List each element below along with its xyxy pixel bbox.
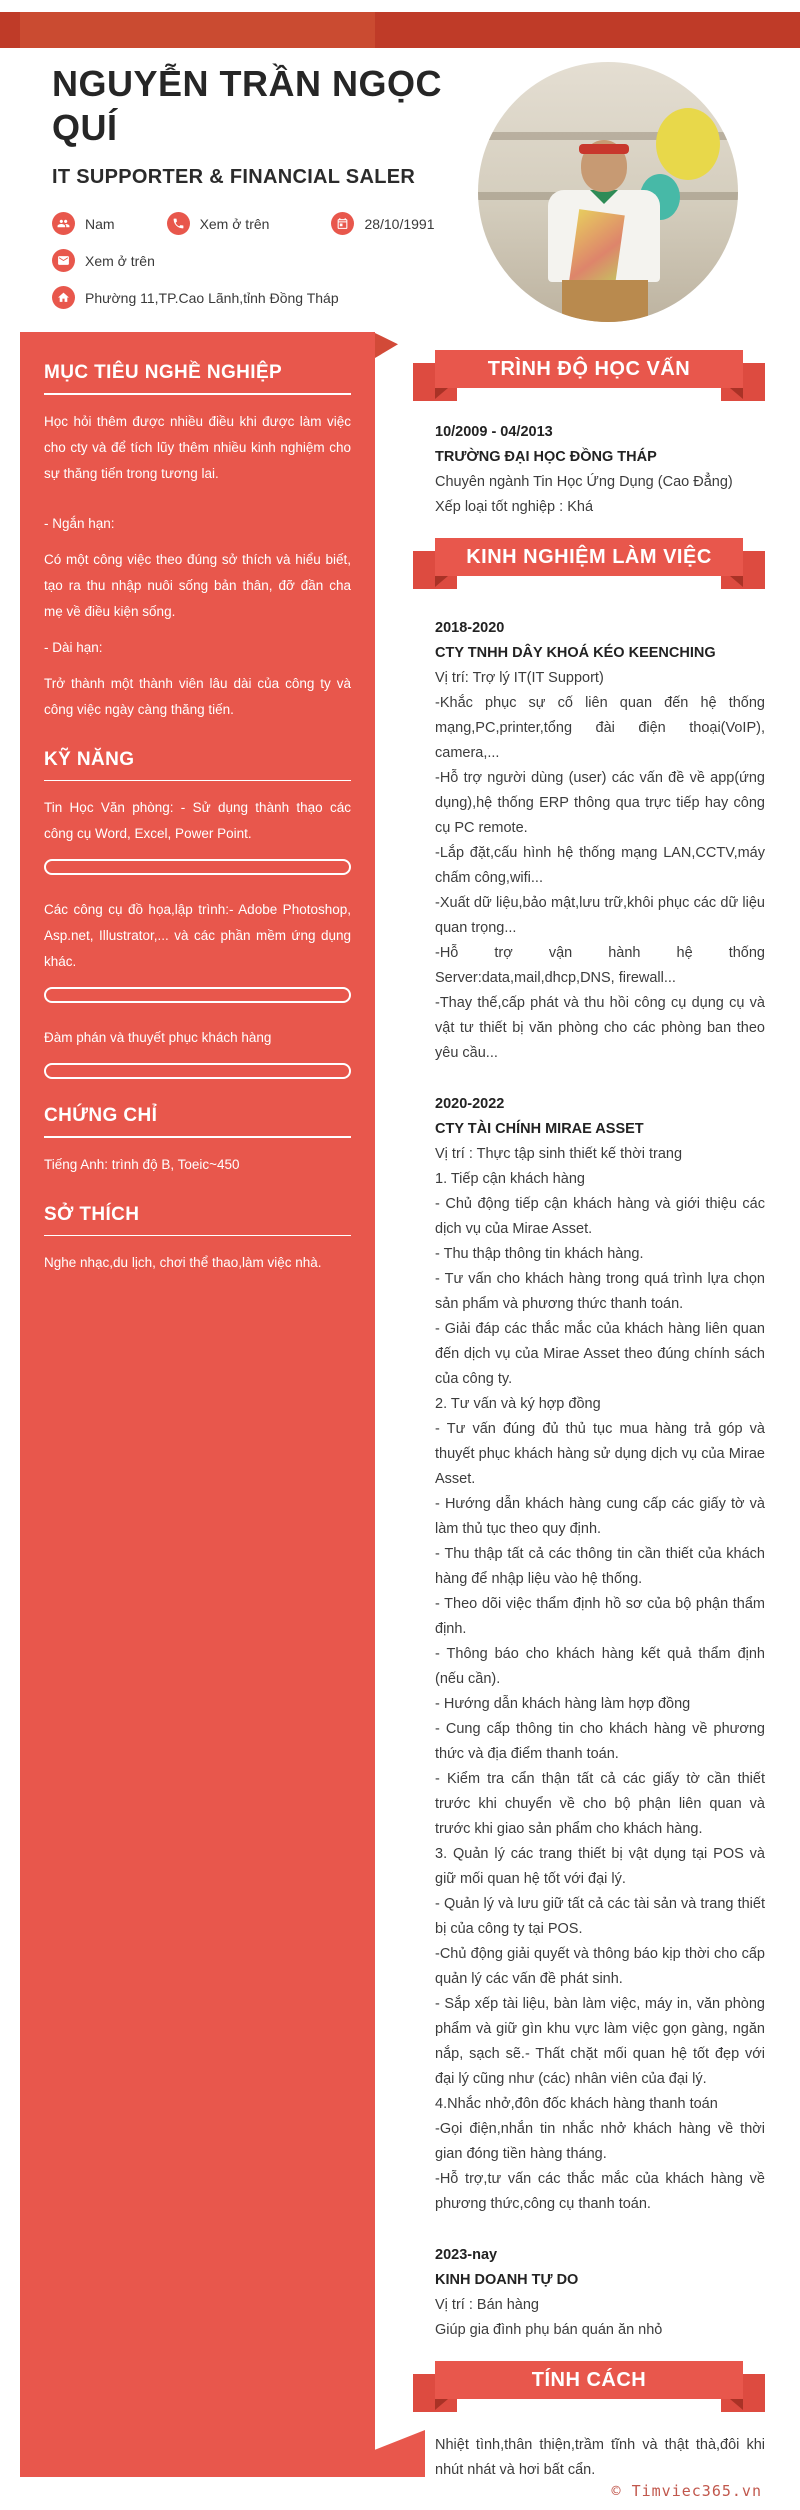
job-detail-line: - Thông báo cho khách hàng kết quả thẩm định (nếu cần). [435, 1646, 765, 1687]
job-detail-line: Vị trí : Thực tập sinh thiết kế thời trang [435, 1146, 683, 1162]
info-row-2 [52, 249, 155, 272]
profile-photo [478, 62, 738, 322]
certificates-heading: CHỨNG CHỈ [44, 1105, 158, 1126]
education-detail-line: Xếp loại tốt nghiệp : Khá [435, 499, 594, 515]
phone-icon [167, 212, 190, 235]
personality-text: Nhiệt tình,thân thiện,trầm tĩnh và thật thà,đôi khi nhút nhát và hơi bất cẩn. [435, 2437, 765, 2478]
job-detail-line: - Kiểm tra cẩn thận tất cả các giấy tờ cần thiết trước khi chuyển về cho bộ phận liên quan và trước khi giao sản phẩm cho khách hàng. [435, 1771, 765, 1837]
section-hobbies [44, 1204, 351, 1277]
job-detail-line: Vị trí: Trợ lý IT(IT Support) [435, 670, 604, 686]
job-detail-line: -Gọi điện,nhắn tin nhắc nhở khách hàng về thời gian đóng tiền hàng tháng. [435, 2121, 765, 2162]
objective-paragraph: Có một công việc theo đúng sở thích và hiểu biết, tạo ra thu nhập nuôi sống bản thân, đỡ đần cha mẹ về điều kiện sống. [44, 551, 351, 619]
skills-heading: KỸ NĂNG [44, 748, 135, 770]
job-company: CTY TÀI CHÍNH MIRAE ASSET [435, 1121, 644, 1137]
phone-field [167, 212, 270, 235]
job-company: KINH DOANH TỰ DO [435, 2272, 579, 2288]
info-row-3 [52, 286, 339, 309]
job-entry [413, 616, 765, 1066]
job-detail-line: - Tư vấn cho khách hàng trong quá trình lựa chọn sản phẩm và phương thức thanh toán. [435, 1271, 765, 1312]
job-detail-line: -Khắc phục sự cố liên quan đến hệ thống mạng,PC,printer,tổng đài điện thoại(VoIP), camera,... [435, 695, 765, 761]
email-field [52, 249, 155, 272]
job-entry [413, 1092, 765, 2217]
objective-paragraph: Học hỏi thêm được nhiều điều khi được làm việc cho cty và để tích lũy thêm nhiều kinh nghiệm cho sự thăng tiến trong tương lai. [44, 413, 351, 481]
job-detail-line: - Sắp xếp tài liệu, bàn làm việc, máy in, văn phòng phẩm và giữ gìn khu vực làm việc gọn gàng, ngăn nắp, sạch sẽ.- Thất chặt mối quan hệ tốt đẹp với đại lý cũng như (các) nhân viên của đại lý. [435, 1996, 765, 2087]
gender-icon [52, 212, 75, 235]
heading-rule [44, 780, 351, 782]
skill-label: Các công cụ đồ họa,lập trình:- Adobe Photoshop, Asp.net, Illustrator,... và các phần mềm ứng dụng khác. [44, 902, 351, 969]
sidebar-fold-top [375, 333, 398, 358]
address-field [52, 286, 339, 309]
job-entry [413, 2243, 765, 2343]
education-ribbon [413, 350, 765, 402]
education-period: 10/2009 - 04/2013 [435, 424, 553, 440]
skill-item [44, 897, 351, 1003]
job-detail-line: -Chủ động giải quyết và thông báo kịp thời cho cấp quản lý các vấn đề phát sinh. [435, 1946, 765, 1987]
job-detail-line: -Thay thế,cấp phát và thu hồi công cụ dụng cụ và vật tư thiết bị văn phòng cho các phòng ban theo yêu cầu... [435, 995, 765, 1061]
main-column [413, 332, 765, 2483]
job-detail-line: - Quản lý và lưu giữ tất cả các tài sản và trang thiết bị của công ty tại POS. [435, 1896, 765, 1937]
phone-value: Xem ở trên [199, 215, 270, 232]
job-detail-line: 4.Nhắc nhở,đôn đốc khách hàng thanh toán [435, 2096, 718, 2112]
email-value: Xem ở trên [85, 252, 155, 269]
candidate-name: NGUYỄN TRẦN NGỌC QUÍ [52, 63, 443, 148]
sidebar [20, 332, 375, 2477]
info-row-1 [52, 212, 435, 235]
job-detail-line: -Hỗ trợ vận hành hệ thống Server:data,mail,dhcp,DNS, firewall... [435, 945, 765, 986]
job-period: 2023-nay [435, 2247, 498, 2263]
job-details [435, 2293, 765, 2343]
education-school: TRƯỜNG ĐẠI HỌC ĐỒNG THÁP [435, 449, 657, 465]
objective-paragraph: Trở thành một thành viên lâu dài của công ty và công việc ngày càng thăng tiến. [44, 675, 351, 717]
job-detail-line: 3. Quản lý các trang thiết bị vật dụng tại POS và giữ mối quan hệ tốt với đại lý. [435, 1846, 765, 1887]
gender-value: Nam [85, 215, 115, 232]
job-details [435, 1142, 765, 2217]
job-detail-line: - Chủ động tiếp cận khách hàng và giới thiệu các dịch vụ của Mirae Asset. [435, 1196, 765, 1237]
yellow-balloon [656, 108, 720, 180]
address-value: Phường 11,TP.Cao Lãnh,tỉnh Đồng Tháp [85, 289, 339, 306]
objective-paragraph: - Dài hạn: [44, 639, 103, 655]
skill-item [44, 1025, 351, 1079]
job-detail-line: - Hướng dẫn khách hàng cung cấp các giấy tờ và làm thủ tục theo quy định. [435, 1496, 765, 1537]
education-details [435, 470, 765, 520]
job-detail-line: - Cung cấp thông tin cho khách hàng về phương thức và địa điểm thanh toán. [435, 1721, 765, 1762]
job-detail-line: - Tư vấn đúng đủ thủ tục mua hàng trả góp và thuyết phục khách hàng sử dụng dịch vụ của Mirae Asset. [435, 1421, 765, 1487]
person-pants [562, 280, 648, 322]
candidate-title: IT SUPPORTER & FINANCIAL SALER [52, 166, 416, 188]
section-certificates [44, 1105, 351, 1178]
education-ribbon-title: TRÌNH ĐỘ HỌC VẤN [435, 350, 743, 388]
experience-ribbon-title: KINH NGHIỆM LÀM VIỆC [435, 538, 743, 576]
birthday-field [331, 212, 434, 235]
skill-bar [44, 987, 351, 1003]
home-icon [52, 286, 75, 309]
job-detail-line: 1. Tiếp cận khách hàng [435, 1171, 585, 1187]
heading-rule [44, 1235, 351, 1237]
job-company: CTY TNHH DÂY KHOÁ KÉO KEENCHING [435, 645, 716, 661]
site-credit: © Timviec365.vn [611, 2482, 762, 2500]
skill-label: Đàm phán và thuyết phục khách hàng [44, 1030, 272, 1045]
heading-rule [44, 1136, 351, 1138]
job-detail-line: -Lắp đặt,cấu hình hệ thống mạng LAN,CCTV,máy chấm công,wifi... [435, 845, 765, 886]
calendar-icon [331, 212, 354, 235]
certificates-text: Tiếng Anh: trình độ B, Toeic~450 [44, 1156, 240, 1172]
job-period: 2018-2020 [435, 620, 505, 636]
top-bar-accent [20, 12, 375, 48]
job-detail-line: -Xuất dữ liệu,bảo mật,lưu trữ,khôi phục các dữ liệu quan trọng... [435, 895, 765, 936]
section-skills [44, 749, 351, 1080]
job-detail-line: Vị trí : Bán hàng [435, 2297, 539, 2313]
job-detail-line: -Hỗ trợ,tư vấn các thắc mắc của khách hàng về phương thức,công cụ thanh toán. [435, 2171, 765, 2212]
job-detail-line: 2. Tư vấn và ký hợp đồng [435, 1396, 601, 1412]
skill-item [44, 795, 351, 875]
job-detail-line: - Giải đáp các thắc mắc của khách hàng liên quan đến dịch vụ của Mirae Asset theo đúng chính sách của công ty. [435, 1321, 765, 1387]
personality-entry [413, 2433, 765, 2483]
job-period: 2020-2022 [435, 1096, 505, 1112]
objective-paragraphs [44, 409, 351, 723]
education-detail-line: Chuyên ngành Tin Học Ứng Dụng (Cao Đẳng) [435, 474, 733, 490]
heading-rule [44, 393, 351, 395]
section-objective [44, 362, 351, 723]
skill-bar [44, 859, 351, 875]
skill-bar [44, 1063, 351, 1079]
personality-ribbon-title: TÍNH CÁCH [435, 2361, 743, 2399]
job-detail-line: - Theo dõi việc thẩm định hồ sơ của bộ phận thẩm định. [435, 1596, 765, 1637]
job-detail-line: - Hướng dẫn khách hàng làm hợp đồng [435, 1696, 691, 1712]
gender-field [52, 212, 115, 235]
job-detail-line: -Hỗ trợ người dùng (user) các vấn đề về app(ứng dụng),hệ thống ERP thông qua trực tiếp hay công cụ PC remote. [435, 770, 765, 836]
education-entry [413, 420, 765, 520]
job-detail-line: - Thu thập thông tin khách hàng. [435, 1246, 644, 1262]
job-details [435, 666, 765, 1066]
person-headband [579, 144, 629, 154]
skill-label: Tin Học Văn phòng: - Sử dụng thành thạo các công cụ Word, Excel, Power Point. [44, 800, 351, 841]
objective-paragraph: - Ngắn hạn: [44, 515, 115, 531]
experience-ribbon [413, 538, 765, 590]
hobbies-text: Nghe nhạc,du lịch, chơi thể thao,làm việc nhà. [44, 1255, 322, 1270]
job-detail-line: - Thu thập tất cả các thông tin cần thiết của khách hàng để nhập liệu vào hệ thống. [435, 1546, 765, 1587]
personality-ribbon [413, 2361, 765, 2413]
objective-heading: MỤC TIÊU NGHỀ NGHIỆP [44, 362, 283, 383]
birthday-value: 28/10/1991 [364, 215, 435, 232]
hobbies-heading: SỞ THÍCH [44, 1203, 140, 1225]
email-icon [52, 249, 75, 272]
job-detail-line: Giúp gia đình phụ bán quán ăn nhỏ [435, 2322, 663, 2338]
